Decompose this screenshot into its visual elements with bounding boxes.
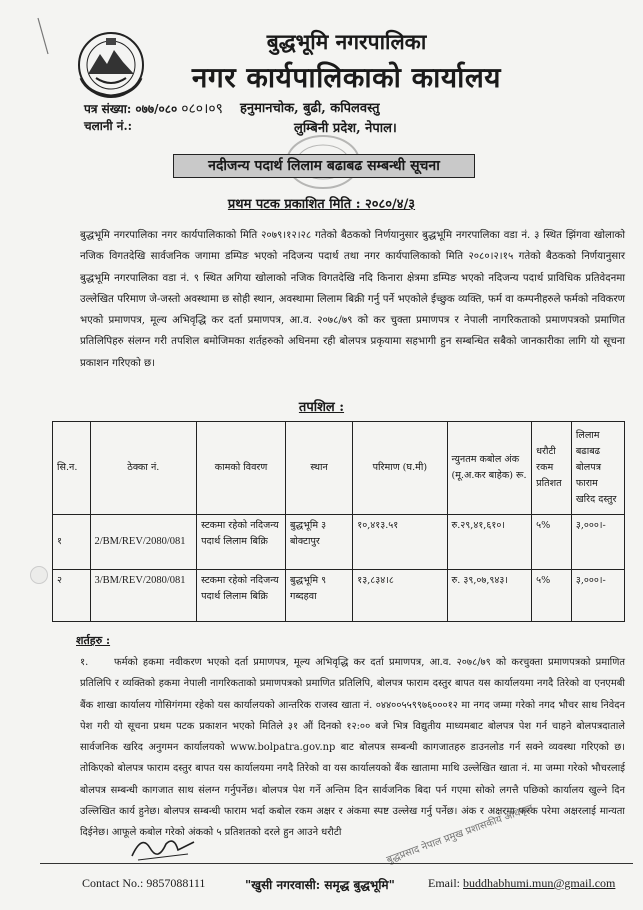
pen-stroke-mark	[36, 16, 50, 56]
cell-description: स्टकमा रहेको नदिजन्य पदार्थ लिलाम बिक्रि	[197, 515, 286, 570]
terms-item-1	[80, 652, 625, 844]
cell-form-fee: ३,०००।-	[571, 515, 624, 570]
office-name: नगर कार्यपालिकाको कार्यालय	[191, 61, 502, 94]
footer-email	[428, 876, 615, 891]
col-header-min-bid: न्युनतम कबोल अंक (मू.अ.कर बाहेक) रू.	[447, 422, 532, 515]
col-header-quantity: परिमाण (घ.मी)	[353, 422, 447, 515]
cell-description: स्टकमा रहेको नदिजन्य पदार्थ लिलाम बिक्रि	[197, 570, 286, 622]
schedule-title: तपशिल :	[298, 400, 345, 415]
terms-title: शर्तहरु :	[76, 634, 111, 647]
footer-email-label: Email:	[428, 876, 460, 890]
footer-contact: Contact No.: 9857088111	[82, 876, 206, 890]
col-header-location: स्थान	[285, 422, 352, 515]
notice-body-paragraph: बुद्धभूमि नगरपालिका नगर कार्यपालिकाको मिति २०७९।१२।२८ गतेको बैठकको निर्णयानुसार बुद्धभूमि नगरपालिका वडा नं. ३ स्थित झिंगवा खोलाको नजिक विगतदेखि सार्वजनिक जगामा डम्पिङ भएको नदिजन्य पदार्थ तथा नगर कार्यपालिकाको मिति २०८०।२।१५ गतेको बैठकको निर्णयानुसार बुद्धभूमि नगरपालिका वडा नं. ९ स्थित अगिया खोलाको नजिक विगतदेखि नदि किनारा क्षेत्रमा डम्पिङ भएको नदिजन्य पदार्थ प्राविधिक प्रतिवेदनमा उल्लेखित परिमाण जे-जस्तो अवस्थामा छ सोही स्थान, अवस्थामा लिलाम बिक्री गर्नु पर्ने भएकोले ईच्छुक व्यक्ति, फर्म वा कम्पनीहरुले फर्मको नविकरण भएको प्रमाणपत्र, मूल्य अभिवृद्धि कर दर्ता प्रमाणपत्र, आ.व. २०७८/७९ को कर चुक्ता प्रमाणपत्र र नेपाली नागरिकताको प्रमाणपत्रको प्रमाणित प्रतिलिपिहरु संलग्न गरी तपशिल बमोजिमका शर्तहरुको अधिनमा रही बोलपत्र प्रकृयामा सहभागी हुन सम्बन्धित सबैको जानकारीका लागि यो सूचना प्रकाशन गरिएको छ।	[80, 230, 625, 369]
cell-deposit: ५%	[532, 570, 572, 622]
cell-serial: १	[53, 515, 91, 570]
cell-contract-no: 3/BM/REV/2080/081	[90, 570, 197, 622]
letter-number-label: पत्र संख्या: ०७७/०८०	[84, 102, 178, 116]
letter-number	[84, 99, 223, 118]
footer-email-address[interactable]: buddhabhumi.mun@gmail.com	[463, 876, 616, 890]
letter-number-handwritten: ०८०।०९	[181, 101, 223, 117]
address-line-2: लुम्बिनी प्रदेश, नेपाल।	[294, 121, 397, 136]
footer-slogan: "खुसी नगरवासी: समृद्ध बुद्धभूमि"	[245, 878, 395, 892]
municipality-name: बुद्धभूमि नगरपालिका	[266, 29, 427, 54]
col-header-contract-no: ठेक्का नं.	[90, 422, 197, 515]
table-row	[53, 570, 625, 622]
cell-location: बुद्धभूमि ३ बोक्टापुर	[285, 515, 352, 570]
col-header-form-fee: लिलाम बढाबढ बोलपत्र फाराम खरिद दस्तुर	[571, 422, 624, 515]
footer-divider	[40, 863, 633, 864]
cell-location: बुद्धभूमि ९ गब्दहवा	[285, 570, 352, 622]
cell-quantity: १३,८३४।८	[353, 570, 447, 622]
cell-contract-no: 2/BM/REV/2080/081	[90, 515, 197, 570]
col-header-description: कामको विवरण	[197, 422, 286, 515]
terms-item-number: १.	[80, 657, 89, 668]
cell-form-fee: ३,०००।-	[571, 570, 624, 622]
signature-icon	[128, 830, 198, 862]
cell-min-bid: रु. ३९,०७,९४३।	[447, 570, 532, 622]
cell-quantity: १०,४१३.५१	[353, 515, 447, 570]
officer-stamp-text: बुद्धप्रसाद नेपाल प्रमुख प्रशासकीय अधिकृत	[385, 802, 535, 867]
col-header-deposit: धरौटी रकम प्रतिशत	[532, 422, 572, 515]
cell-serial: २	[53, 570, 91, 622]
cell-min-bid: रु.२९,४१,६१०।	[447, 515, 532, 570]
table-header-row	[53, 422, 625, 515]
cell-deposit: ५%	[532, 515, 572, 570]
dispatch-number: चलानी नं.:	[84, 119, 133, 133]
col-header-serial: सि.न.	[53, 422, 91, 515]
table-row	[53, 515, 625, 570]
punch-hole-mark	[30, 566, 48, 584]
terms-item-text: फर्मको हकमा नवीकरण भएको दर्ता प्रमाणपत्र, मूल्य अभिवृद्धि कर दर्ता प्रमाणपत्र, आ.व. २०७८/७९ को करचुक्ता प्रमाणपत्रको प्रमाणित प्रतिलिपि र व्यक्तिको हकमा नेपाली नागरिकताको प्रमाणपत्रको प्रमाणित प्रतिलिपि, बोलपत्र फाराम दस्तुर बापत यस कार्यालयमा नगदै तिरेको वा एनएमबी बैंक शाखा कार्यालय गोसिगंगमा रहेको यस कार्यालयको आन्तरिक राजस्व खाता नं. ०४४००५५९९७६०००१२ मा नगद जम्मा गरेको नगद भौचर साथ निवेदन पेश गरी यो सूचना प्रथम पटक प्रकाशन भएको मितिले ३१ औं दिनको १२:०० बजे भित्र विद्युतीय माध्यमबाट बोलपत्र पेश गर्न चाहने बोलपत्रदाताले सार्वजनिक खरिद अनुगमन कार्यालयको www.bolpatra.gov.np बाट बोलपत्र सम्बन्धी कागजातहरु डाउनलोड गर्न सक्ने व्यवस्था गरिएको छ। तोकिएको बोलपत्र फाराम दस्तुर बापत यस कार्यालयमा नगदै तिरेको वा यस कार्यालयको बैंक खातामा माथि उल्लेखित खाता नं. मा जम्मा गरेको भौचरलाई बोलपत्र सम्बन्धी कागजात साथ संलग्न गर्नुपर्नेछ। बोलपत्र पेश गर्ने अन्तिम दिन सार्वजनिक बिदा पर्न गएमा सोको लगत्तै पछिको कार्यालय खुल्ने दिन उल्लिखित कार्य हुनेछ। बोलपत्र सम्बन्धी फाराम भर्दा कबोल रकम अक्षर र अंकमा स्पष्ट उल्लेख गर्नु पर्नेछ। अंक र अक्षरमा फरक परेमा अक्षरलाई मान्यता दिईनेछ। आफूले कबोल गरेको अंकको ५ प्रतिशतको दरले हुन आउने धरौटी	[80, 657, 625, 839]
address-line-1: हनुमानचोक, बुढी, कपिलवस्तु	[240, 101, 380, 116]
publish-date: प्रथम पटक प्रकाशित मिति : २०८०/४/३	[227, 197, 416, 212]
nepal-emblem-icon	[76, 30, 146, 100]
schedule-table	[52, 421, 625, 622]
notice-title: नदीजन्य पदार्थ लिलाम बढाबढ सम्बन्धी सूचना	[173, 154, 475, 178]
